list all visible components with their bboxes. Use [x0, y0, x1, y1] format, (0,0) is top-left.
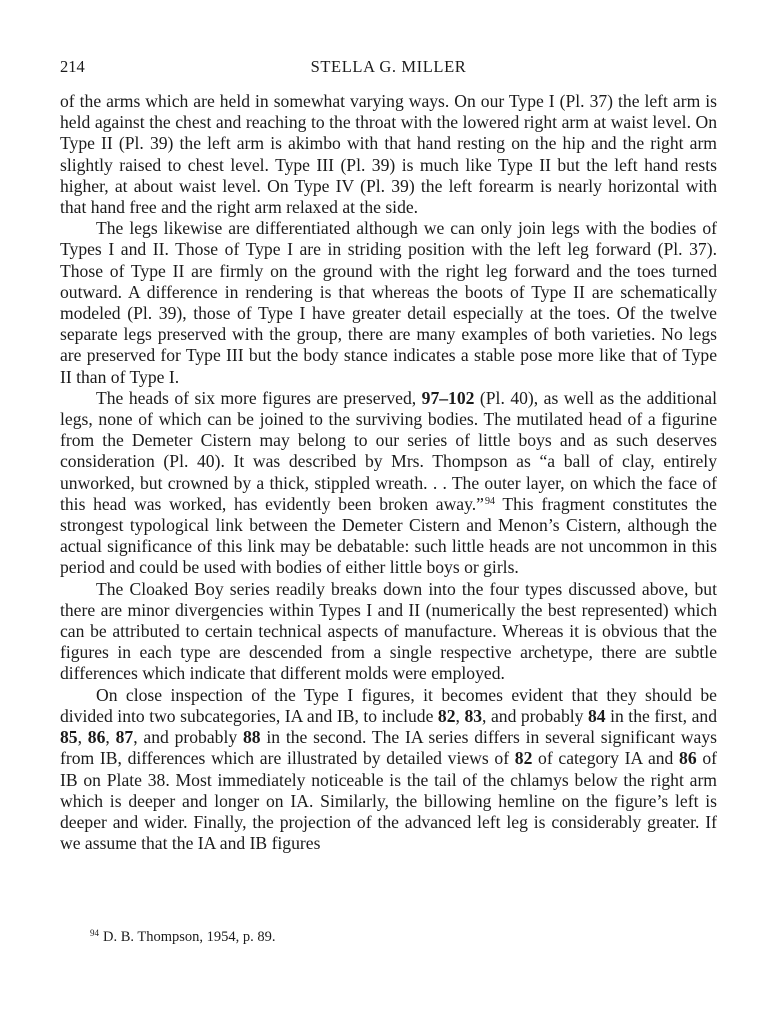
text-run: , and probably	[482, 705, 588, 726]
text-run: ,	[455, 705, 465, 726]
catalogue-number: 83	[464, 705, 483, 726]
text-run: of category IA and	[532, 748, 680, 769]
text-run: This fragment constitutes the strongest typological link between the Demeter Cistern and Menon’s Cistern, although the actual significance of this link may be debatable: such little heads are not uncommon in this period and could be used with bodies of either little boys or girls.	[60, 493, 717, 578]
paragraph-arms: of the arms which are held in somewhat varying ways. On our Type I (Pl. 37) the left arm is held against the chest and reaching to the throat with the lowered right arm at waist level. On Type II (Pl. 39) the left arm is akimbo with that hand resting on the hip and the right arm slightly raised to chest level. Type III (Pl. 39) is much like Type II but the left hand rests higher, at about waist level. On Type IV (Pl. 39) the left forearm is nearly horizontal with that hand free and the right arm relaxed at the side.	[60, 91, 717, 218]
text-run: (Pl. 40), as well as the additional legs, none of which can be joined to the surviving bodies. The mutilated head of a figurine from the Demeter Cistern may belong to our series of little boys and as such deserves consideration (Pl. 40). It was described by Mrs. Thompson as “a ball of clay, entirely unworked, but crowned by a thick, stippled wreath. . . The outer layer, on which the face of this head was worked, has evidently been broken away.”	[60, 387, 717, 514]
page-header	[60, 57, 717, 79]
catalogue-number: 87	[115, 727, 134, 748]
paragraph-series: The Cloaked Boy series readily breaks down into the four types discussed above, but there are minor divergencies within Types I and II (numerically the best represented) which can be attributed to certain technical aspects of manufacture. Whereas it is obvious that the figures in each type are descended from a single respective archetype, there are subtle differences which indicate that different molds were employed.	[60, 578, 717, 684]
text-run: The heads of six more figures are preserved,	[96, 387, 422, 408]
catalogue-number: 84	[587, 705, 606, 726]
footnote-reference: 94	[484, 495, 495, 507]
catalogue-number: 86	[87, 727, 106, 748]
footnote	[90, 929, 276, 946]
catalogue-number: 82	[437, 705, 456, 726]
text-run: On close inspection of the Type I figures, it becomes evident that they should be divided into two subcategories, IA and IB, to include	[60, 684, 717, 726]
text-run: in the second. The IA series differs in several significant ways from IB, differences which are illustrated by detailed views of	[60, 727, 717, 769]
catalogue-number: 86	[679, 748, 697, 769]
text-run: , and probably	[133, 727, 243, 748]
running-head: STELLA G. MILLER	[310, 57, 467, 76]
text-run: of IB on Plate 38. Most immediately noticeable is the tail of the chlamys below the right arm which is deeper and longer on IA. Similarly, the billowing hemline on the figure’s left is deeper and wider. Finally, the projection of the advanced left leg is considerably greater. If we assume that the IA and IB figures	[60, 748, 717, 854]
text-run: ,	[77, 727, 88, 748]
footnote-text: D. B. Thompson, 1954, p. 89.	[103, 929, 276, 945]
footnote-number: 94	[90, 928, 99, 938]
catalogue-number: 82	[514, 748, 533, 769]
body-text	[60, 91, 717, 854]
text-run: in the first, and	[605, 705, 717, 726]
text-run: ,	[105, 727, 116, 748]
paragraph-legs: The legs likewise are differentiated although we can only join legs with the bodies of Types I and II. Those of Type I are in striding position with the left leg forward (Pl. 37). Those of Type II are firmly on the ground with the right leg forward and the toes turned outward. A difference in rendering is that whereas the boots of Type II are schematically modeled (Pl. 39), those of Type I have greater detail especially at the toes. Of the twelve separate legs preserved with the group, there are many examples of both varieties. No legs are preserved for Type III but the body stance indicates a stable pose more like that of Type II than of Type I.	[60, 218, 717, 387]
paragraph-subcategories	[60, 685, 717, 855]
paragraph-heads	[60, 388, 717, 579]
catalogue-number: 88	[242, 727, 261, 748]
catalogue-number: 97–102	[421, 387, 475, 408]
catalogue-number: 85	[60, 727, 78, 748]
page-number: 214	[60, 57, 85, 76]
